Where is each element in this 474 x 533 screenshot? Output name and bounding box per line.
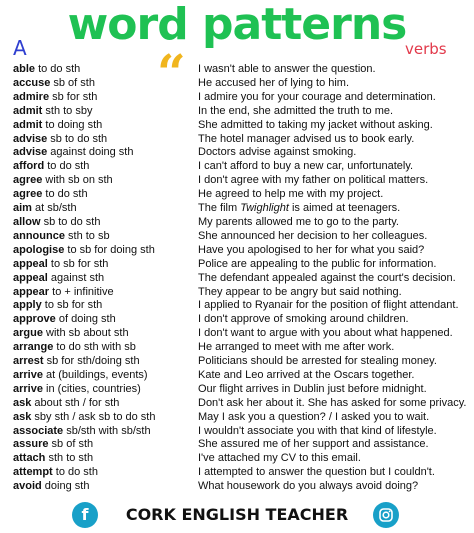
pattern-rest: to do sth (44, 160, 90, 173)
pattern-rest: doing sth (41, 480, 90, 493)
example-sentence: The hotel manager advised us to book early. (198, 132, 415, 145)
example-sentence (198, 202, 400, 216)
table-row (0, 133, 474, 147)
verb: appeal (13, 257, 48, 270)
pattern-rest: sb to do sth (40, 215, 101, 228)
verb: attach (13, 452, 46, 465)
section-letter: A (13, 36, 27, 60)
pattern-cell (13, 216, 100, 230)
table-row (0, 146, 474, 160)
table-row (0, 258, 474, 272)
pattern-cell (13, 383, 141, 397)
table-row (0, 397, 474, 411)
pattern-rest: to doing sth (42, 118, 103, 131)
pattern-cell (13, 411, 155, 425)
pattern-rest: to sb for sth (41, 299, 103, 312)
table-row (0, 188, 474, 202)
table-row (0, 160, 474, 174)
pattern-cell (13, 272, 104, 286)
verb: arrive (13, 368, 43, 381)
pattern-cell (13, 341, 136, 355)
word-pattern-list (0, 63, 474, 494)
pattern-rest: sb of sth (48, 438, 94, 451)
pattern-rest: sby sth / ask sb to do sth (31, 410, 156, 423)
example-sentence: I wouldn't associate you with that kind of lifestyle. (198, 424, 437, 437)
pattern-cell (13, 244, 155, 258)
example-sentence: She admitted to taking my jacket without asking. (198, 118, 433, 131)
table-row (0, 411, 474, 425)
table-row (0, 480, 474, 494)
pattern-cell (13, 133, 107, 147)
example-sentence: He arranged to meet with me after work. (198, 341, 395, 354)
example-sentence: She announced her decision to her colleagues. (198, 229, 428, 242)
pattern-rest: to + infinitive (49, 285, 114, 298)
verb: arrive (13, 382, 43, 395)
table-row (0, 438, 474, 452)
verb: agree (13, 188, 43, 201)
verb: allow (13, 215, 41, 228)
verb: admit (13, 118, 43, 131)
pattern-rest: to sb for sth (47, 257, 109, 270)
pattern-rest: to do sth (35, 63, 81, 75)
pattern-rest: to sb for doing sth (64, 243, 155, 256)
example-sentence: Doctors advise against smoking. (198, 146, 357, 159)
example-sentence: Politicians should be arrested for stealing money. (198, 355, 437, 368)
pattern-cell (13, 369, 148, 383)
verb: arrange (13, 341, 54, 354)
verb: avoid (13, 480, 42, 493)
verb: apologise (13, 243, 65, 256)
pattern-rest: sb of sth (50, 76, 95, 89)
pattern-cell (13, 77, 95, 91)
pattern-rest: against doing sth (47, 146, 134, 159)
pattern-cell (13, 425, 151, 439)
pattern-cell (13, 355, 140, 369)
verb: appeal (13, 271, 48, 284)
example-sentence: What housework do you always avoid doing? (198, 480, 419, 493)
verb: ask (13, 396, 32, 409)
table-row (0, 313, 474, 327)
example-sentence: Don't ask her about it. She has asked for some privacy. (198, 396, 467, 409)
example-sentence: She assured me of her support and assistance. (198, 438, 429, 451)
table-row (0, 216, 474, 230)
table-row (0, 272, 474, 286)
verb: apply (13, 299, 42, 312)
pattern-cell (13, 313, 116, 327)
example-sentence: In the end, she admitted the truth to me. (198, 104, 394, 117)
table-row (0, 174, 474, 188)
pattern-cell (13, 63, 80, 77)
example-sentence: May I ask you a question? / I asked you to wait. (198, 410, 430, 423)
pattern-rest: sb for sth/doing sth (43, 355, 140, 368)
pattern-rest: sb for sth (49, 90, 98, 103)
table-row (0, 369, 474, 383)
verb: appear (13, 285, 50, 298)
example-sentence: I attempted to answer the question but I couldn't. (198, 466, 435, 479)
pattern-cell (13, 299, 102, 313)
instagram-icon[interactable] (373, 502, 399, 528)
example-sentence: He agreed to help me with my project. (198, 188, 384, 201)
facebook-icon[interactable]: f (72, 502, 98, 528)
table-row (0, 63, 474, 77)
example-sentence: He accused her of lying to him. (198, 76, 350, 89)
example-sentence: Kate and Leo arrived at the Oscars together. (198, 368, 415, 381)
table-row (0, 286, 474, 300)
pattern-rest: with sb on sth (42, 174, 113, 187)
verb: admire (13, 90, 50, 103)
verb: assure (13, 438, 49, 451)
pattern-cell (13, 174, 113, 188)
pattern-rest: against sth (47, 271, 105, 284)
pattern-rest: with sb about sth (42, 327, 129, 340)
example-sentence: I've attached my CV to this email. (198, 452, 361, 465)
verb: admit (13, 104, 43, 117)
pattern-cell (13, 286, 114, 300)
pattern-cell (13, 119, 102, 133)
table-row (0, 202, 474, 216)
pattern-cell (13, 188, 88, 202)
pattern-rest: to do sth with sb (53, 341, 136, 354)
table-row (0, 91, 474, 105)
pattern-cell (13, 466, 98, 480)
verb: afford (13, 160, 45, 173)
brand-name: CORK ENGLISH TEACHER (125, 505, 349, 524)
pattern-rest: sb to do sth (47, 132, 108, 145)
footer (0, 500, 474, 530)
pattern-rest: of doing sth (55, 313, 116, 326)
table-row (0, 299, 474, 313)
pattern-rest: about sth / for sth (31, 396, 120, 409)
example-sentence: I don't agree with my father on political matters. (198, 174, 429, 187)
table-row (0, 119, 474, 133)
pattern-rest: in (cities, countries) (42, 382, 141, 395)
example-sentence: Our flight arrives in Dublin just before midnight. (198, 382, 427, 395)
table-row (0, 466, 474, 480)
pattern-cell (13, 91, 97, 105)
table-row (0, 230, 474, 244)
pattern-cell (13, 258, 108, 272)
page-subtitle: verbs (405, 40, 447, 58)
example-sentence: I don't want to argue with you about what happened. (198, 327, 453, 340)
verb: attempt (13, 466, 53, 479)
pattern-rest: at sb/sth (31, 202, 77, 215)
verb: accuse (13, 76, 51, 89)
example-part: is aimed at teenagers. (288, 202, 401, 215)
example-sentence: Police are appealing to the public for information. (198, 257, 437, 270)
verb: ask (13, 410, 32, 423)
pattern-cell (13, 452, 93, 466)
table-row (0, 327, 474, 341)
verb: advise (13, 146, 48, 159)
verb: argue (13, 327, 43, 340)
example-sentence: I admire you for your courage and determination. (198, 90, 436, 103)
table-row (0, 244, 474, 258)
pattern-cell (13, 230, 110, 244)
pattern-cell (13, 146, 133, 160)
pattern-cell (13, 105, 92, 119)
verb: announce (13, 229, 65, 242)
table-row (0, 425, 474, 439)
example-sentence: Have you apologised to her for what you said? (198, 243, 425, 256)
example-sentence: I don't approve of smoking around children. (198, 313, 409, 326)
pattern-cell (13, 327, 129, 341)
pattern-cell (13, 438, 93, 452)
pattern-rest: sth to sb (64, 229, 110, 242)
page-title: word patterns (67, 0, 407, 50)
table-row (0, 77, 474, 91)
example-sentence: I wasn't able to answer the question. (198, 63, 376, 75)
verb: agree (13, 174, 43, 187)
table-row (0, 355, 474, 369)
table-row (0, 383, 474, 397)
pattern-cell (13, 202, 77, 216)
example-sentence: My parents allowed me to go to the party. (198, 215, 399, 228)
pattern-rest: sb/sth with sb/sth (63, 424, 151, 437)
verb: advise (13, 132, 48, 145)
table-row (0, 341, 474, 355)
verb: aim (13, 202, 32, 215)
example-part: The film (198, 202, 241, 215)
verb: arrest (13, 355, 44, 368)
quote-icon: “ (157, 43, 186, 102)
verb: associate (13, 424, 64, 437)
table-row (0, 105, 474, 119)
verb: approve (13, 313, 56, 326)
pattern-rest: sth to sby (42, 104, 93, 117)
example-sentence: They appear to be angry but said nothing. (198, 285, 402, 298)
example-title: Twighlight (240, 202, 289, 215)
pattern-cell (13, 480, 89, 494)
pattern-cell (13, 160, 89, 174)
verb: able (13, 63, 36, 75)
pattern-cell (13, 397, 119, 411)
pattern-rest: to do sth (52, 466, 98, 479)
example-sentence: I can't afford to buy a new car, unfortunately. (198, 160, 414, 173)
pattern-rest: at (buildings, events) (42, 368, 148, 381)
table-row (0, 452, 474, 466)
pattern-rest: to do sth (42, 188, 88, 201)
example-sentence: The defendant appealed against the court's decision. (198, 271, 456, 284)
example-sentence: I applied to Ryanair for the position of flight attendant. (198, 299, 459, 312)
pattern-rest: sth to sth (45, 452, 94, 465)
